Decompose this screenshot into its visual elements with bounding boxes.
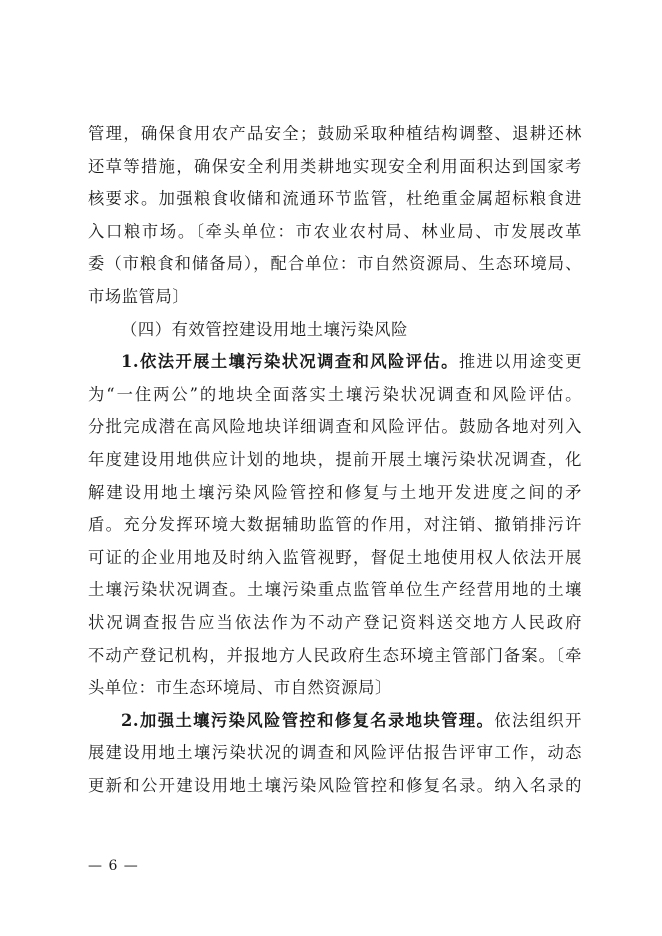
- paragraph-line: 解建设用地土壤污染风险管控和修复与土地开发进度之间的矛: [88, 482, 582, 502]
- section-heading: （四）有效管控建设用地土壤污染风险: [121, 319, 408, 339]
- paragraph-line: 展建设用地土壤污染状况的调查和风险评估报告评审工作，动态: [88, 743, 582, 763]
- paragraph-line: 不动产登记机构，并报地方人民政府生态环境主管部门备案。〔牵: [88, 645, 582, 665]
- paragraph-line: 入口粮市场。〔牵头单位：市农业农村局、林业局、市发展改革: [88, 221, 582, 241]
- paragraph-line: 分批完成潜在高风险地块详细调查和风险评估。鼓励各地对列入: [88, 417, 582, 437]
- item-1-title: 1.依法开展土壤污染状况调查和风险评估。: [121, 352, 459, 372]
- item-2-first-line: [88, 705, 582, 738]
- item-1-first-text: 推进以用途变更: [458, 352, 582, 372]
- paragraph-line: 土壤污染状况调查。土壤污染重点监管单位生产经营用地的土壤: [88, 580, 582, 600]
- paragraph-line: 委（市粮食和储备局），配合单位：市自然资源局、生态环境局、: [88, 254, 582, 274]
- item-1-first-line: [88, 346, 582, 379]
- paragraph-line: 管理，确保食用农产品安全；鼓励采取种植结构调整、退耕还林: [88, 124, 582, 143]
- document-page: [88, 118, 582, 802]
- paragraph-line: 核要求。加强粮食收储和流通环节监管，杜绝重金属超标粮食进: [88, 189, 582, 209]
- item-2-first-text: 依法组织开: [494, 710, 582, 730]
- item-2-title: 2.加强土壤污染风险管控和修复名录地块管理。: [121, 710, 495, 730]
- paragraph-line: 为“一住两公”的地块全面落实土壤污染状况调查和风险评估。: [88, 384, 582, 404]
- paragraph-line: 盾。充分发挥环境大数据辅助监管的作用，对注销、撤销排污许: [88, 515, 582, 535]
- paragraph-line: 状况调查报告应当依法作为不动产登记资料送交地方人民政府: [88, 612, 582, 632]
- paragraph-line: 还草等措施，确保安全利用类耕地实现安全利用面积达到国家考: [88, 156, 582, 176]
- page-number: — 6 —: [88, 858, 139, 874]
- paragraph-line: 年度建设用地供应计划的地块，提前开展土壤污染状况调查，化: [88, 449, 582, 469]
- paragraph-line: 可证的企业用地及时纳入监管视野，督促土地使用权人依法开展: [88, 547, 582, 567]
- paragraph-line: 头单位：市生态环境局、市自然资源局〕: [88, 678, 392, 698]
- paragraph-line: 更新和公开建设用地土壤污染风险管控和修复名录。纳入名录的: [88, 775, 582, 795]
- paragraph-line: 市场监管局〕: [88, 286, 190, 306]
